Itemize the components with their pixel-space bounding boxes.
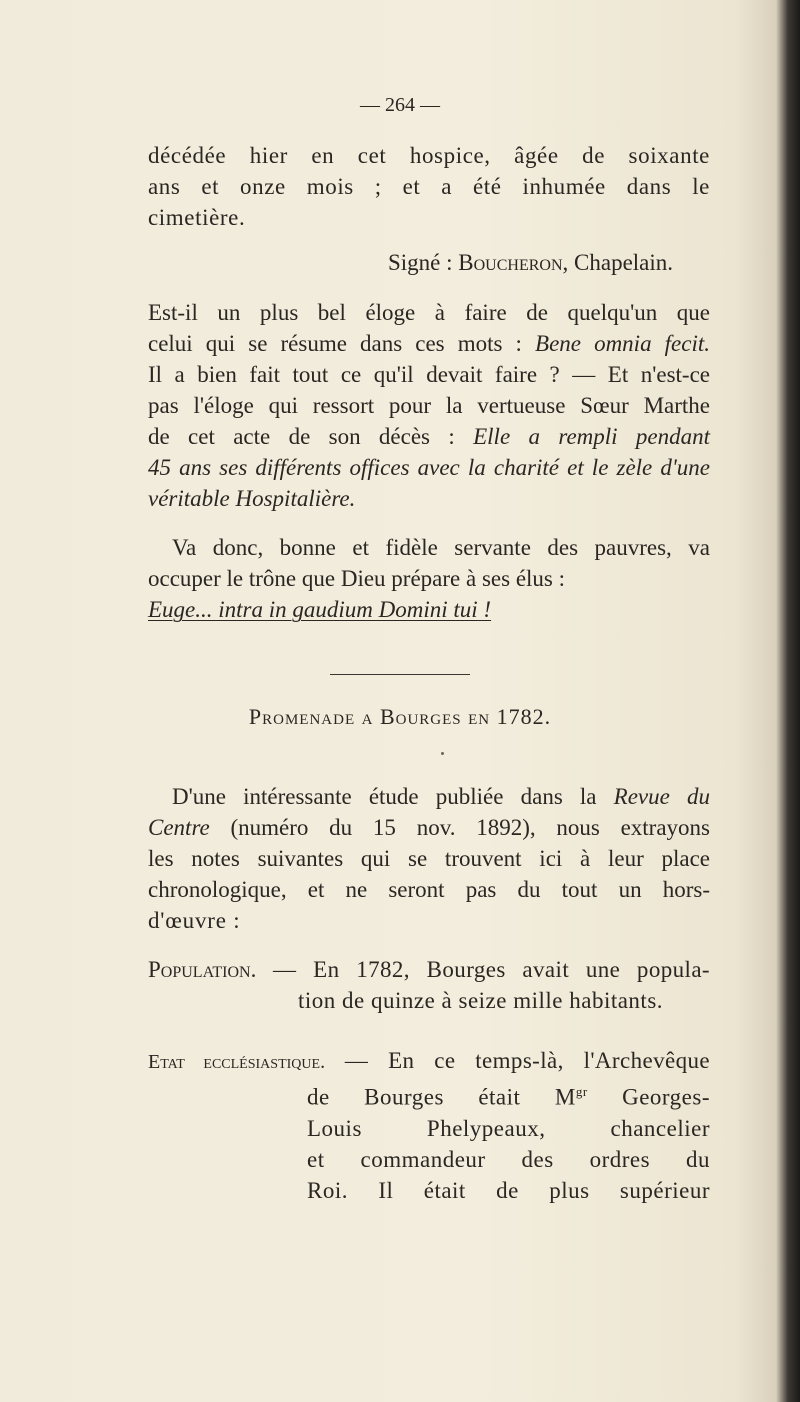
text-line: occuper le trône que Dieu prépare à ses élus : <box>148 566 566 591</box>
text-line: Il a bien fait tout ce qu'il devait faire ? — Et n'est-ce <box>148 362 710 387</box>
latin-quote: Euge... intra in gaudium Domini tui ! <box>148 597 492 622</box>
paragraph-1 <box>148 140 710 233</box>
text-line: chronologique, et ne seront pas du tout un hors- <box>148 877 710 902</box>
population-entry <box>148 954 710 1016</box>
text-line: les notes suivantes qui se trouvent ici à leur place <box>148 846 710 871</box>
text-line: décédée hier en cet hospice, âgée de soixante <box>148 143 710 168</box>
text-line: pas l'éloge qui ressort pour la vertueuse Sœur Marthe <box>148 393 710 418</box>
etat-entry-body <box>307 1076 710 1206</box>
page-number: — 264 — <box>360 94 440 116</box>
entry-label: Etat ecclésiastique. <box>148 1051 326 1073</box>
text-line: Population. — En 1782, Bourges avait une popula- <box>148 957 710 982</box>
signature-name: Boucheron <box>458 250 563 275</box>
text-line: cimetière. <box>148 205 246 230</box>
text-line: Est-il un plus bel éloge à faire de quelqu'un que <box>148 300 710 325</box>
text-line: Roi. Il était de plus supérieur <box>307 1177 710 1203</box>
text-line: D'une intéressante étude publiée dans la Revue du <box>172 784 710 809</box>
section-divider <box>330 674 470 675</box>
latin-quote: Bene omnia fecit. <box>535 331 710 356</box>
text-line: et commandeur des ordres du <box>307 1146 710 1172</box>
text-line: tion de quinze à seize mille habitants. <box>298 988 664 1013</box>
text-line: Louis Phelypeaux, chancelier <box>307 1115 710 1141</box>
text-line: 45 ans ses différents offices avec la charité et le zèle d'une <box>148 455 710 480</box>
signature <box>388 247 718 278</box>
text-line: de cet acte de son décès : Elle a rempli pendant <box>148 424 710 449</box>
signature-label: Signé : <box>388 250 453 275</box>
paragraph-2 <box>148 297 710 514</box>
text-line: de Bourges était $M^{gr}$ Georges- <box>307 1084 710 1110</box>
paragraph-4 <box>148 781 710 936</box>
text-line: ans et onze mois ; et a été inhumée dans le <box>148 174 710 199</box>
entry-label: Population. <box>148 957 257 982</box>
text-line: Va donc, bonne et fidèle servante des pauvres, va <box>172 535 710 560</box>
etat-entry <box>148 1045 710 1078</box>
text-line: d'œuvre : <box>148 908 241 933</box>
section-heading: Promenade a Bourges en 1782. <box>248 704 552 729</box>
text-line: celui qui se résume dans ces mots : Bene omnia fecit. <box>148 331 710 356</box>
paragraph-3 <box>148 532 710 625</box>
signature-title: , Chapelain. <box>562 250 674 275</box>
text-line: Centre (numéro du 15 nov. 1892), nous extrayons <box>148 815 710 840</box>
text-line: Etat ecclésiastique. — En ce temps-là, l'Archevêque <box>148 1048 711 1073</box>
decorative-dot <box>441 752 444 755</box>
text-line: véritable Hospitalière. <box>148 486 356 511</box>
